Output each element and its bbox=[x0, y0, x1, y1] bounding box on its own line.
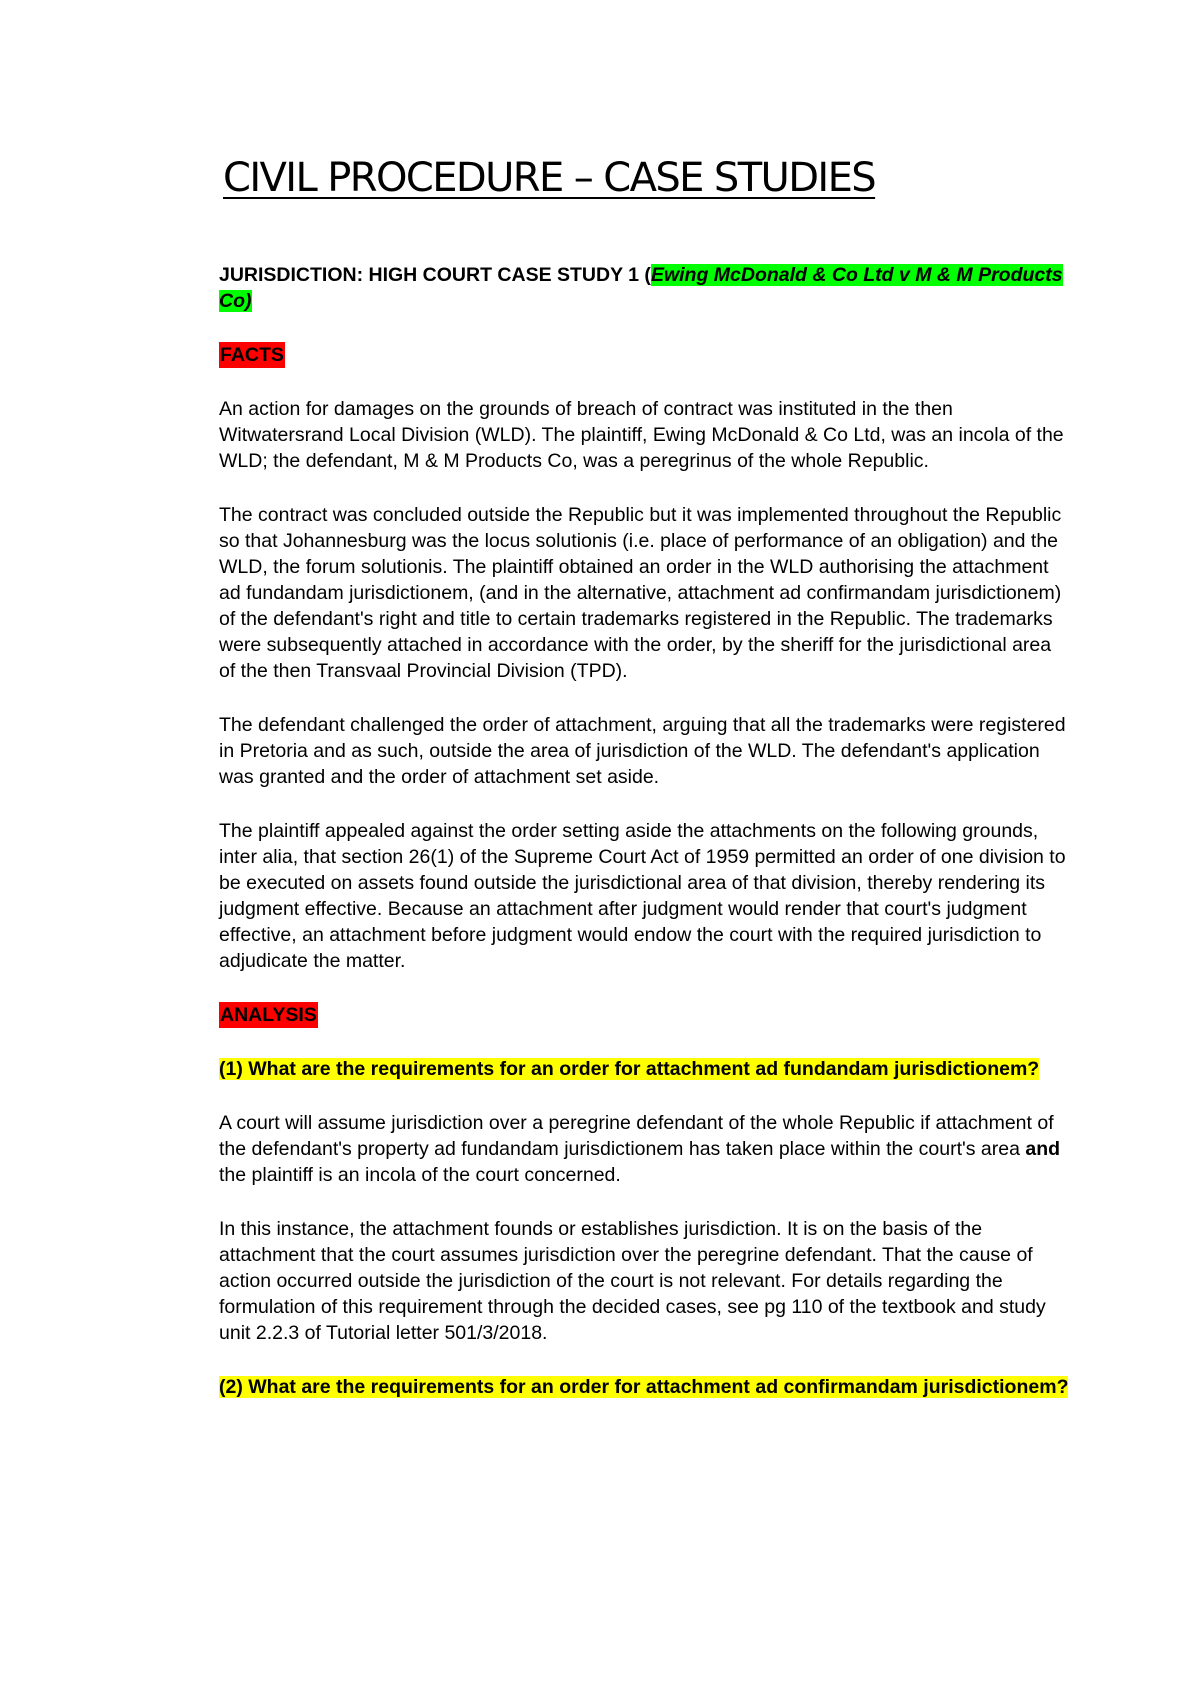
document-page bbox=[219, 150, 1069, 1400]
facts-label: FACTS bbox=[220, 344, 284, 366]
answer-1-paragraph bbox=[219, 1110, 1069, 1188]
case-heading-prefix: JURISDICTION: HIGH COURT CASE STUDY 1 ( bbox=[219, 264, 651, 286]
question-1 bbox=[219, 1056, 1069, 1082]
case-name: Ewing McDonald & Co Ltd v M & M Products Co) bbox=[219, 264, 1063, 312]
answer-1-bold-and: and bbox=[1025, 1138, 1061, 1160]
analysis-label: ANALYSIS bbox=[220, 1004, 317, 1026]
document-title: CIVIL PROCEDURE – CASE STUDIES bbox=[223, 155, 876, 201]
facts-label-wrap bbox=[219, 342, 1069, 368]
answer-1-part-2: the plaintiff is an incola of the court concerned. bbox=[219, 1164, 621, 1186]
question-2 bbox=[219, 1374, 1069, 1400]
analysis-label-wrap bbox=[219, 1002, 1069, 1028]
answer-2-paragraph: In this instance, the attachment founds or establishes jurisdiction. It is on the basis of the attachment that the court assumes jurisdiction over the peregrine defendant. That the cause of action occurred outside the jurisdiction of the court is not relevant. For details regarding the formulation of this requirement through the decided cases, see pg 110 of the textbook and study unit 2.2.3 of Tutorial letter 501/3/2018. bbox=[219, 1218, 1046, 1344]
facts-paragraph-1: An action for damages on the grounds of breach of contract was instituted in the then Witwatersrand Local Division (WLD). The plaintiff, Ewing McDonald & Co Ltd, was an incola of the WLD; the defendant, M & M Products Co, was a peregrinus of the whole Republic. bbox=[219, 398, 1064, 472]
case-heading bbox=[219, 262, 1069, 314]
question-2-text: (2) What are the requirements for an order for attachment ad confirmandam jurisdictionem? bbox=[219, 1376, 1069, 1398]
facts-paragraph-4: The plaintiff appealed against the order setting aside the attachments on the following grounds, inter alia, that section 26(1) of the Supreme Court Act of 1959 permitted an order of one division to be executed on assets found outside the jurisdictional area of that division, thereby rendering its judgment effective. Because an attachment after judgment would render that court's judgment effective, an attachment before judgment would endow the court with the required jurisdiction to adjudicate the matter. bbox=[219, 820, 1066, 972]
facts-paragraph-2: The contract was concluded outside the Republic but it was implemented throughout the Republic so that Johannesburg was the locus solutionis (i.e. place of performance of an obligation) and the WLD, the forum solutionis. The plaintiff obtained an order in the WLD authorising the attachment ad fundandam jurisdictionem, (and in the alternative, attachment ad confirmandam jurisdictionem) of the defendant's right and title to certain trademarks registered in the Republic. The trademarks were subsequently attached in accordance with the order, by the sheriff for the jurisdictional area of the then Transvaal Provincial Division (TPD). bbox=[219, 504, 1062, 682]
answer-1-part-1: A court will assume jurisdiction over a peregrine defendant of the whole Republic if attachment of the defendant's property ad fundandam jurisdictionem has taken place within the court's area bbox=[219, 1112, 1054, 1160]
question-1-text: (1) What are the requirements for an order for attachment ad fundandam jurisdictionem? bbox=[219, 1058, 1040, 1080]
facts-paragraph-3: The defendant challenged the order of attachment, arguing that all the trademarks were registered in Pretoria and as such, outside the area of jurisdiction of the WLD. The defendant's application was granted and the order of attachment set aside. bbox=[219, 714, 1066, 788]
